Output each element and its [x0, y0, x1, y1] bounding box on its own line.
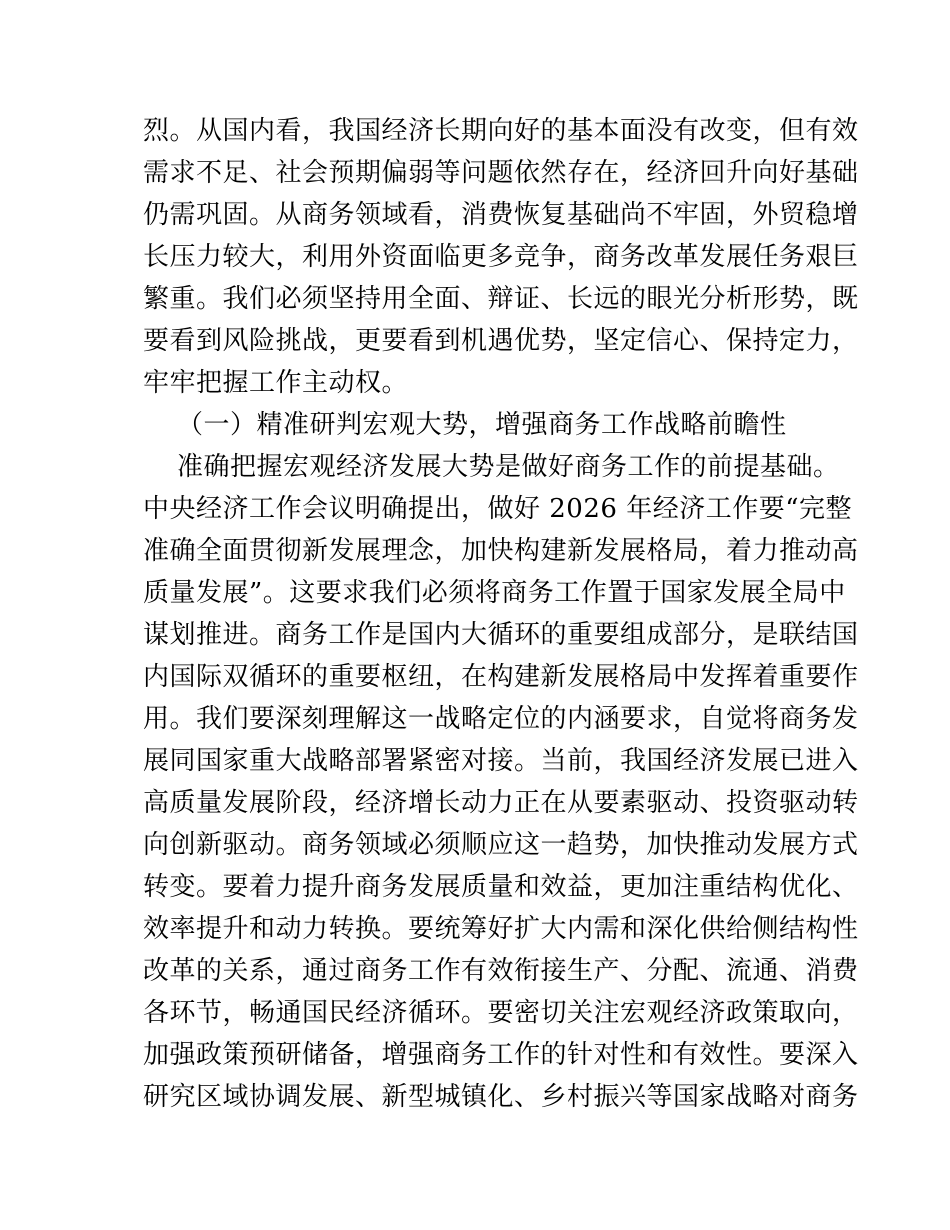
paragraph-line: 转变。要着力提升商务发展质量和效益，更加注重结构优化、 — [143, 872, 859, 902]
paragraph-line: 效率提升和动力转换。要统筹好扩大内需和深化供给侧结构性 — [143, 914, 859, 944]
paragraph-line: 改革的关系，通过商务工作有效衔接生产、分配、流通、消费 — [143, 956, 859, 986]
paragraph-line: 长压力较大，利用外资面临更多竞争，商务改革发展任务艰巨 — [143, 242, 859, 272]
paragraph-line: 繁重。我们必须坚持用全面、辩证、长远的眼光分析形势，既 — [143, 284, 859, 314]
paragraph-line: 需求不足、社会预期偏弱等问题依然存在，经济回升向好基础 — [143, 158, 859, 188]
paragraph-line: 谋划推进。商务工作是国内大循环的重要组成部分，是联结国 — [143, 620, 859, 650]
paragraph-line: 仍需巩固。从商务领域看，消费恢复基础尚不牢固，外贸稳增 — [143, 200, 859, 230]
paragraph-line: 各环节，畅通国民经济循环。要密切关注宏观经济政策取向， — [143, 998, 859, 1028]
paragraph-line: 向创新驱动。商务领域必须顺应这一趋势，加快推动发展方式 — [143, 830, 859, 860]
paragraph-line: 烈。从国内看，我国经济长期向好的基本面没有改变，但有效 — [143, 116, 859, 146]
paragraph-line: 中央经济工作会议明确提出，做好 2026 年经济工作要“完整 — [143, 494, 852, 524]
paragraph-line: 展同国家重大战略部署紧密对接。当前，我国经济发展已进入 — [143, 746, 859, 776]
paragraph-line: 质量发展”。这要求我们必须将商务工作置于国家发展全局中 — [143, 578, 846, 608]
paragraph-line: 要看到风险挑战，更要看到机遇优势，坚定信心、保持定力， — [143, 326, 859, 356]
paragraph-line: 准确全面贯彻新发展理念，加快构建新发展格局，着力推动高 — [143, 536, 859, 566]
paragraph-line: 用。我们要深刻理解这一战略定位的内涵要求，自觉将商务发 — [143, 704, 859, 734]
paragraph-line: 加强政策预研储备，增强商务工作的针对性和有效性。要深入 — [143, 1040, 859, 1070]
section-heading: （一）精准研判宏观大势，增强商务工作战略前瞻性 — [177, 410, 787, 440]
paragraph-line: 高质量发展阶段，经济增长动力正在从要素驱动、投资驱动转 — [143, 788, 859, 818]
paragraph-line: 内国际双循环的重要枢纽，在构建新发展格局中发挥着重要作 — [143, 662, 859, 692]
paragraph-line: 准确把握宏观经济发展大势是做好商务工作的前提基础。 — [177, 452, 840, 482]
paragraph-line: 研究区域协调发展、新型城镇化、乡村振兴等国家战略对商务 — [143, 1082, 859, 1112]
paragraph-line: 牢牢把握工作主动权。 — [143, 368, 409, 398]
